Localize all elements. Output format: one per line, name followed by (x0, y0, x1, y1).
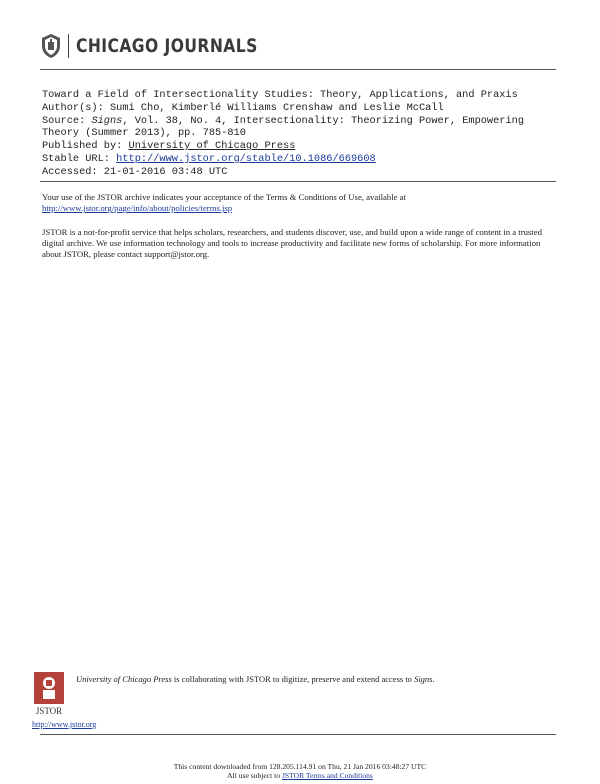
stable-url-line (42, 153, 558, 166)
collab-journal: Signs (414, 674, 433, 684)
terms-text: Your use of the JSTOR archive indicates your acceptance of the Terms & Conditions of Use, available at (42, 192, 406, 202)
publisher-label: Published by: (42, 140, 123, 153)
footer-prefix: All use subject to (227, 771, 281, 780)
download-info: This content downloaded from 128.205.114.91 on Thu, 21 Jan 2016 03:48:27 UTC (173, 762, 427, 771)
article-title: Toward a Field of Intersectionality Studies: Theory, Applications, and Praxis (42, 89, 518, 101)
jstor-logo-text: JSTOR (35, 706, 63, 716)
stable-url-link[interactable]: http://www.jstor.org/stable/10.1086/669608 (116, 152, 376, 165)
footer-terms-link[interactable]: JSTOR Terms and Conditions (281, 771, 373, 780)
authors: Sumi Cho, Kimberlé Williams Crenshaw and Leslie McCall (109, 101, 444, 114)
jstor-logo-icon[interactable] (34, 672, 64, 716)
authors-line (42, 102, 558, 115)
terms-footer-line (0, 771, 600, 780)
collaboration-line: University of Chicago Press is collaborating with JSTOR to digitize, preserve and extend access to Signs. (76, 674, 435, 684)
logo-divider (68, 34, 69, 58)
publisher-link[interactable]: University of Chicago Press (128, 140, 296, 153)
chicago-seal-icon (40, 33, 62, 59)
collab-text: is collaborating with JSTOR to digitize, preserve and extend access to (173, 674, 412, 684)
logo-text: CHICAGO JOURNALS (76, 35, 258, 57)
chicago-journals-logo (40, 30, 298, 62)
footer (0, 762, 600, 780)
citation-rule (40, 181, 556, 182)
source-details: , Vol. 38, No. 4, Intersectionality: Theorizing Power, Empowering Theory (Summer 2013), pp. 785-810 (42, 114, 525, 140)
source-label: Source: (42, 114, 86, 127)
citation-block (42, 89, 558, 179)
authors-label: Author(s): (42, 101, 104, 114)
terms-paragraph (42, 192, 558, 214)
stable-url-label: Stable URL: (42, 152, 110, 165)
publisher-line (42, 140, 558, 153)
header-rule (40, 69, 556, 70)
footer-rule (40, 734, 556, 735)
accessed-line: Accessed: 21-01-2016 03:48 UTC (42, 165, 228, 178)
jstor-home-link[interactable]: http://www.jstor.org (32, 720, 97, 729)
source-journal: Signs (91, 114, 123, 127)
source-line (42, 115, 558, 141)
jstor-about-paragraph: JSTOR is a not-for-profit service that helps scholars, researchers, and students discover, use, and build upon a wide range of content in a trusted digital archive. We use information technology and tools to increase productivity and facilitate new forms of scholarship. For more information about JSTOR, please contact support@jstor.org. (42, 227, 542, 260)
terms-link[interactable]: http://www.jstor.org/page/info/about/policies/terms.jsp (42, 203, 233, 214)
collab-press: University of Chicago Press (76, 674, 172, 684)
